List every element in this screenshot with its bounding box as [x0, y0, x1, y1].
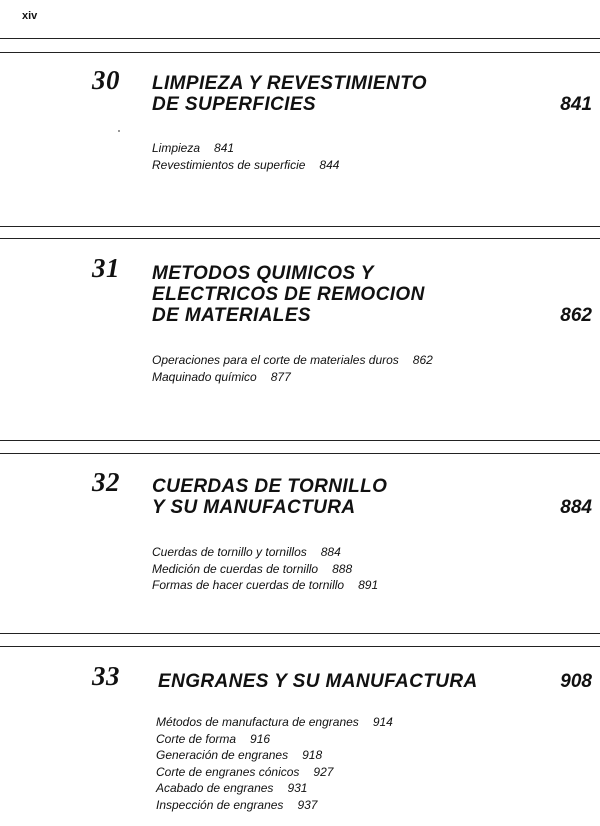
toc-entry — [156, 731, 393, 748]
entry-title: Métodos de manufactura de engranes — [156, 715, 359, 729]
chapter-title-line: LIMPIEZA Y REVESTIMIENTO — [152, 73, 427, 94]
entry-title: Maquinado químico — [152, 369, 257, 384]
entry-page: 927 — [313, 764, 334, 779]
chapter-entries — [152, 544, 378, 594]
chapter-title — [152, 263, 425, 326]
chapter-title-line: CUERDAS DE TORNILLO — [152, 476, 388, 497]
entry-page: 918 — [302, 748, 323, 762]
rule-line — [0, 440, 600, 441]
entry-title: Revestimientos de superficie — [152, 157, 306, 172]
chapter-entries — [156, 714, 393, 813]
toc-entry — [152, 157, 339, 174]
toc-entry — [156, 780, 393, 797]
entry-page: 844 — [319, 157, 340, 172]
scan-speck — [118, 130, 120, 132]
toc-entry — [156, 764, 393, 781]
chapter-number: 33 — [92, 661, 120, 691]
entry-page: 888 — [332, 561, 353, 576]
toc-entry — [156, 797, 393, 814]
chapter-page: 862 — [560, 305, 592, 326]
toc-entry — [156, 714, 393, 731]
chapter-title-line: ENGRANES Y SU MANUFACTURA — [158, 671, 478, 692]
entry-page: 891 — [358, 578, 379, 592]
toc-entry — [152, 561, 378, 578]
chapter-title-line: Y SU MANUFACTURA — [152, 497, 356, 518]
entry-title: Acabado de engranes — [156, 781, 274, 795]
entry-page: 916 — [250, 731, 271, 746]
toc-entry — [156, 747, 393, 764]
rule-line — [0, 646, 600, 647]
rule-line — [0, 238, 600, 239]
entry-page: 914 — [372, 715, 393, 729]
entry-page: 841 — [214, 141, 235, 155]
toc-entry — [152, 140, 339, 157]
rule-line — [0, 453, 600, 454]
rule-line — [0, 633, 600, 634]
chapter-title — [152, 73, 427, 115]
chapter-page: 841 — [560, 94, 592, 115]
chapter-title — [158, 671, 478, 692]
chapter-number: 32 — [92, 467, 120, 497]
toc-entry — [152, 369, 433, 386]
entry-title: Generación de engranes — [156, 748, 289, 762]
toc-entry — [152, 544, 378, 561]
rule-line — [0, 38, 600, 39]
chapter-title-line: ELECTRICOS DE REMOCION — [152, 284, 425, 305]
page-number: xiv — [22, 10, 38, 22]
chapter-title-line: DE SUPERFICIES — [152, 94, 316, 115]
chapter-title — [152, 476, 387, 518]
toc-entry — [152, 352, 433, 369]
entry-page: 937 — [297, 797, 318, 812]
entry-title: Corte de forma — [156, 731, 237, 746]
entry-title: Formas de hacer cuerdas de tornillo — [152, 578, 345, 592]
entry-page: 877 — [270, 369, 291, 384]
chapter-entries — [152, 140, 339, 173]
entry-page: 862 — [412, 353, 433, 367]
chapter-page: 884 — [560, 497, 592, 518]
entry-title: Operaciones para el corte de materiales duros — [152, 353, 399, 367]
entry-page: 884 — [320, 545, 341, 559]
chapter-number: 30 — [92, 65, 120, 95]
entry-title: Inspección de engranes — [156, 797, 284, 812]
chapter-entries — [152, 352, 433, 385]
entry-title: Corte de engranes cónicos — [156, 764, 300, 779]
entry-title: Cuerdas de tornillo y tornillos — [152, 545, 307, 559]
entry-title: Medición de cuerdas de tornillo — [152, 561, 319, 576]
chapter-page: 908 — [560, 671, 592, 692]
rule-line — [0, 226, 600, 227]
chapter-title-line: DE MATERIALES — [152, 305, 311, 326]
chapter-title-line: METODOS QUIMICOS Y — [152, 263, 374, 284]
entry-page: 931 — [287, 781, 308, 795]
entry-title: Limpieza — [152, 141, 201, 155]
toc-entry — [152, 577, 378, 594]
rule-line — [0, 52, 600, 53]
chapter-number: 31 — [92, 253, 120, 283]
